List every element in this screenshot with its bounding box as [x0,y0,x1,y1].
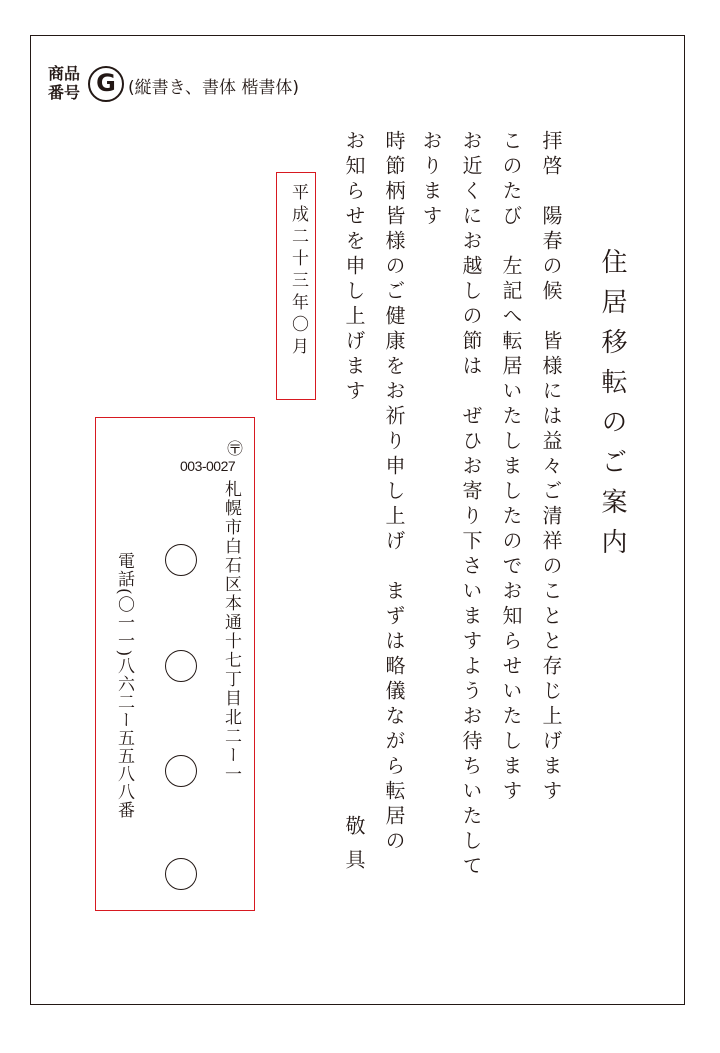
name-placeholder-circle [165,650,197,682]
name-placeholder-circle [165,544,197,576]
sender-box [95,417,255,911]
product-code-badge: G [88,66,124,102]
letter-line: おります [419,130,443,230]
postal-mark-icon: 〶 [227,439,244,458]
product-number-label: 商品番号 [48,64,81,102]
letter-line: このたび 左記へ転居いたしましたのでお知らせいたします [499,130,523,805]
letter-line: お知らせを申し上げます [342,130,366,405]
name-placeholder-circle [165,755,197,787]
letter-line: 時節柄皆様のご健康をお祈り申し上げ まずは略儀ながら転居の [382,130,406,855]
name-placeholder-circle [165,858,197,890]
postal-code: 003-0027 [180,458,236,474]
closing-keigu: 敬具 [342,815,366,883]
letter-line: 拝啓 陽春の候 皆様には益々ご清祥のことと存じ上げます [539,130,563,805]
letter-line: お近くにお越しの節は ぜひお寄り下さいますようお待ちいたして [459,130,483,880]
sender-phone: 電話(〇一一)八六二ー五五八八番 [114,552,134,820]
sender-address: 札幌市白石区本通十七丁目北二ー一 [221,480,241,784]
product-description: (縦書き、書体 楷書体) [128,78,299,98]
letter-title: 住居移転のご案内 [597,248,627,568]
date-box [276,172,316,400]
date-text: 平成二十三年〇月 [288,183,308,359]
